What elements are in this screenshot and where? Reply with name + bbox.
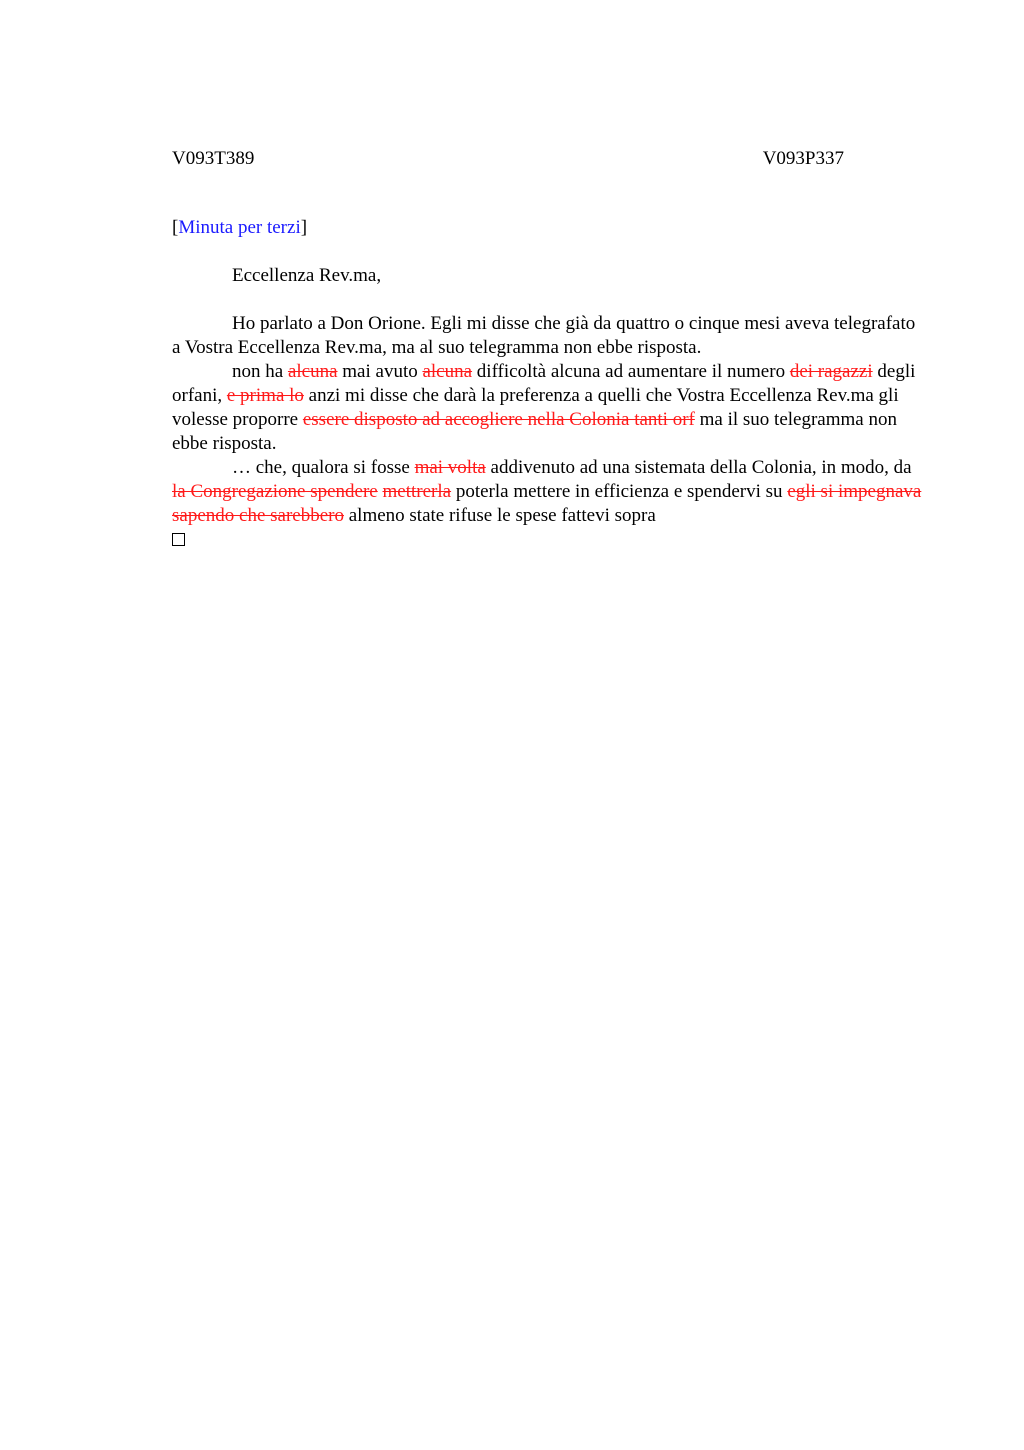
document-type-label: Minuta per terzi <box>178 217 301 238</box>
paragraph-3 <box>172 456 924 528</box>
document-type-annotation <box>172 217 307 239</box>
deleted-text: e prima lo <box>226 385 304 406</box>
salutation: Eccellenza Rev.ma, <box>232 265 382 286</box>
deleted-text: mai volta <box>414 457 486 478</box>
empty-box-icon <box>172 533 185 546</box>
paragraph-text: non ha <box>232 361 288 382</box>
paragraph-text: difficoltà alcuna ad aumentare il numero <box>472 361 790 382</box>
deleted-text: la Congregazione spendere <box>172 481 378 502</box>
deleted-text: dei ragazzi <box>789 361 873 382</box>
paragraph-text: almeno state rifuse le spese fattevi sopra <box>343 505 656 526</box>
paragraph-text: ma il suo telegramma non ebbe risposta. <box>172 409 897 454</box>
paragraph-text: degli orfani, <box>172 361 916 406</box>
paragraph-text: Ho parlato a Don Orione. Egli mi disse che già da quattro o cinque mesi aveva telegrafato a Vostra Eccellenza Rev.ma, ma al suo telegramma non ebbe risposta. <box>172 313 916 358</box>
deleted-text: mettrerla <box>382 481 452 502</box>
close-bracket: ] <box>300 217 308 238</box>
deleted-text: alcuna <box>287 361 338 382</box>
deleted-text: egli si impegnava sapendo che sarebbero <box>172 481 922 526</box>
end-marker-line <box>172 528 924 552</box>
paragraph-1 <box>172 312 924 360</box>
open-bracket: [ <box>172 217 179 238</box>
document-code-right: V093P337 <box>762 148 844 169</box>
letter-body <box>172 312 924 552</box>
document-code-left: V093T389 <box>172 148 255 169</box>
paragraph-text: addivenuto ad una sistemata della Colonia, in modo, da <box>485 457 912 478</box>
header-codes <box>172 148 844 172</box>
paragraph-text: poterla mettere in efficienza e spendervi su <box>451 481 788 502</box>
paragraph-text: mai avuto <box>337 361 423 382</box>
paragraph-text: anzi mi disse che darà la preferenza a quelli che Vostra Eccellenza Rev.ma gli volesse proporre <box>172 385 899 430</box>
paragraph-text: … che, qualora si fosse <box>232 457 415 478</box>
deleted-text: essere disposto ad accogliere nella Colonia tanti orf <box>302 409 695 430</box>
paragraph-2 <box>172 360 924 456</box>
deleted-text: alcuna <box>422 361 473 382</box>
